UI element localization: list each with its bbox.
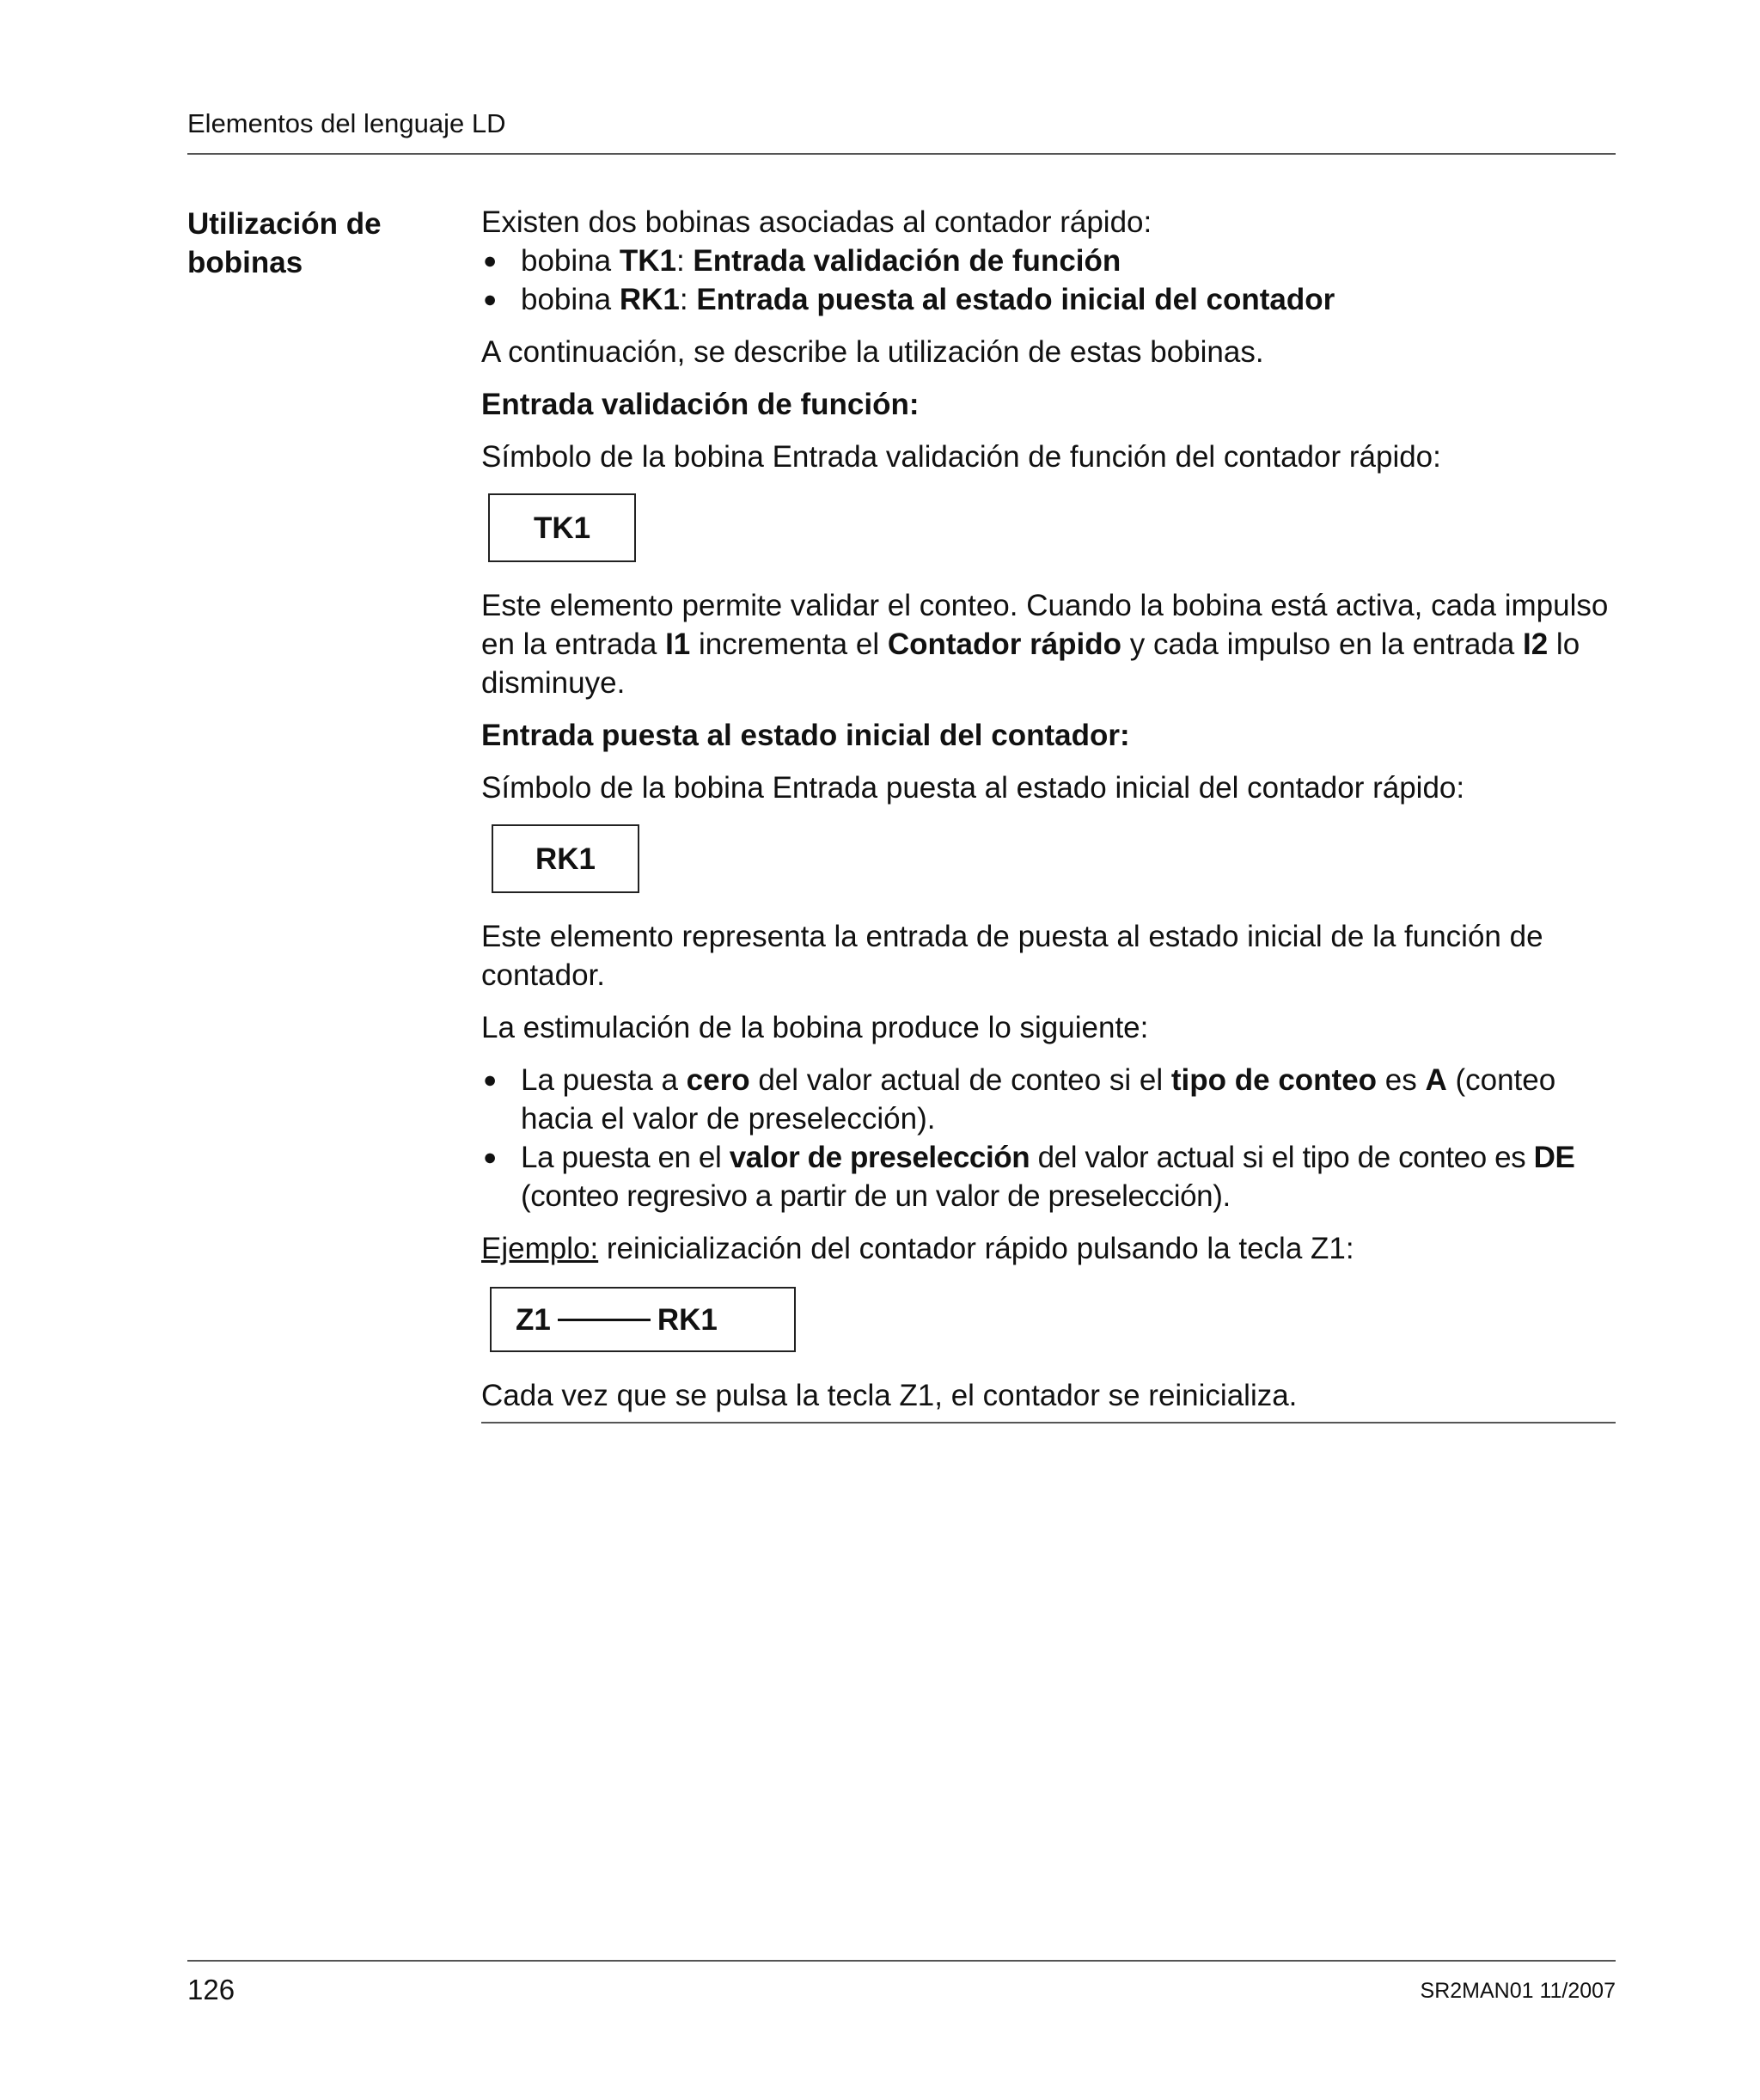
header-rule — [187, 153, 1616, 155]
effects-list — [481, 1061, 1616, 1215]
desc-text: lo disminuye. — [481, 628, 1580, 700]
example-label: Ejemplo: — [481, 1232, 599, 1265]
effect-text: La puesta a — [521, 1063, 687, 1097]
effect-item — [481, 1138, 1616, 1215]
rk1-coil-symbol: RK1 — [492, 824, 639, 893]
desc-bold: I1 — [665, 628, 691, 661]
desc-text: y cada impulso en la entrada — [1121, 628, 1523, 661]
effect-text: es — [1377, 1063, 1426, 1097]
effect-bold: cero — [686, 1063, 750, 1097]
intro-text: Existen dos bobinas asociadas al contador rápido: — [481, 205, 1152, 239]
desc-bold: I2 — [1523, 628, 1549, 661]
tk1-coil-symbol: TK1 — [488, 493, 636, 562]
reset-heading: Entrada puesta al estado inicial del contador: — [481, 719, 1130, 752]
reset-description: Este elemento representa la entrada de puesta al estado inicial de la función de contador. — [481, 920, 1543, 992]
example-description: reinicialización del contador rápido pulsando la tecla Z1: — [598, 1232, 1354, 1265]
effect-text: (conteo hacia el valor de preselección). — [521, 1063, 1556, 1136]
effect-text: La puesta en el — [521, 1141, 730, 1174]
validation-heading: Entrada validación de función: — [481, 388, 920, 421]
running-header: Elementos del lenguaje LD — [187, 108, 506, 138]
side-heading-line-2: bobinas — [187, 246, 303, 279]
ladder-connection-line — [558, 1319, 651, 1321]
reset-symbol-text: Símbolo de la bobina Entrada puesta al estado inicial del contador rápido: — [481, 771, 1465, 805]
validation-symbol-text: Símbolo de la bobina Entrada validación de función del contador rápido: — [481, 440, 1441, 474]
section-end-rule — [481, 1422, 1616, 1423]
continuation-text: A continuación, se describe la utilización de estas bobinas. — [481, 335, 1264, 369]
coil-list — [481, 242, 1616, 319]
effect-text: del valor actual si el tipo de conteo es — [1030, 1141, 1534, 1174]
coil-desc: Entrada validación de función — [693, 244, 1121, 278]
coil-colon: : — [679, 283, 697, 316]
effect-bold: A — [1425, 1063, 1447, 1097]
example-text — [481, 1229, 1616, 1268]
document-reference: SR2MAN01 11/2007 — [1420, 1979, 1616, 2003]
desc-bold: Contador rápido — [887, 628, 1122, 661]
footer-rule — [187, 1960, 1616, 1962]
effect-text: del valor actual de conteo si el — [749, 1063, 1171, 1097]
coil-desc: Entrada puesta al estado inicial del contador — [696, 283, 1335, 316]
coil-prefix: bobina — [521, 244, 620, 278]
desc-text: Este elemento permite validar el conteo. Cuando la bobina está activa, cada impulso en la entrada — [481, 589, 1609, 661]
coil-item-rk1 — [481, 280, 1616, 319]
coil-item-tk1 — [481, 242, 1616, 280]
page-number: 126 — [187, 1974, 235, 2005]
z1-contact-label: Z1 — [516, 1302, 551, 1337]
effect-bold: valor de preselección — [729, 1141, 1030, 1174]
effect-text: (conteo regresivo a partir de un valor de preselección). — [521, 1179, 1231, 1213]
coil-name: TK1 — [619, 244, 676, 278]
rk1-coil-label: RK1 — [657, 1302, 718, 1337]
coil-colon: : — [675, 244, 694, 278]
section-content — [481, 203, 1616, 1415]
closing-text: Cada vez que se pulsa la tecla Z1, el contador se reinicializa. — [481, 1379, 1298, 1412]
desc-text: incrementa el — [690, 628, 888, 661]
section-side-heading — [187, 205, 445, 282]
effect-bold: DE — [1533, 1141, 1575, 1174]
validation-description — [481, 586, 1616, 702]
effect-bold: tipo de conteo — [1170, 1063, 1378, 1097]
coil-prefix: bobina — [521, 283, 620, 316]
coil-name: RK1 — [619, 283, 680, 316]
effect-item — [481, 1061, 1616, 1138]
stimulation-text: La estimulación de la bobina produce lo siguiente: — [481, 1011, 1149, 1044]
side-heading-line-1: Utilización de — [187, 207, 382, 241]
z1-rk1-ladder-symbol — [490, 1287, 796, 1352]
